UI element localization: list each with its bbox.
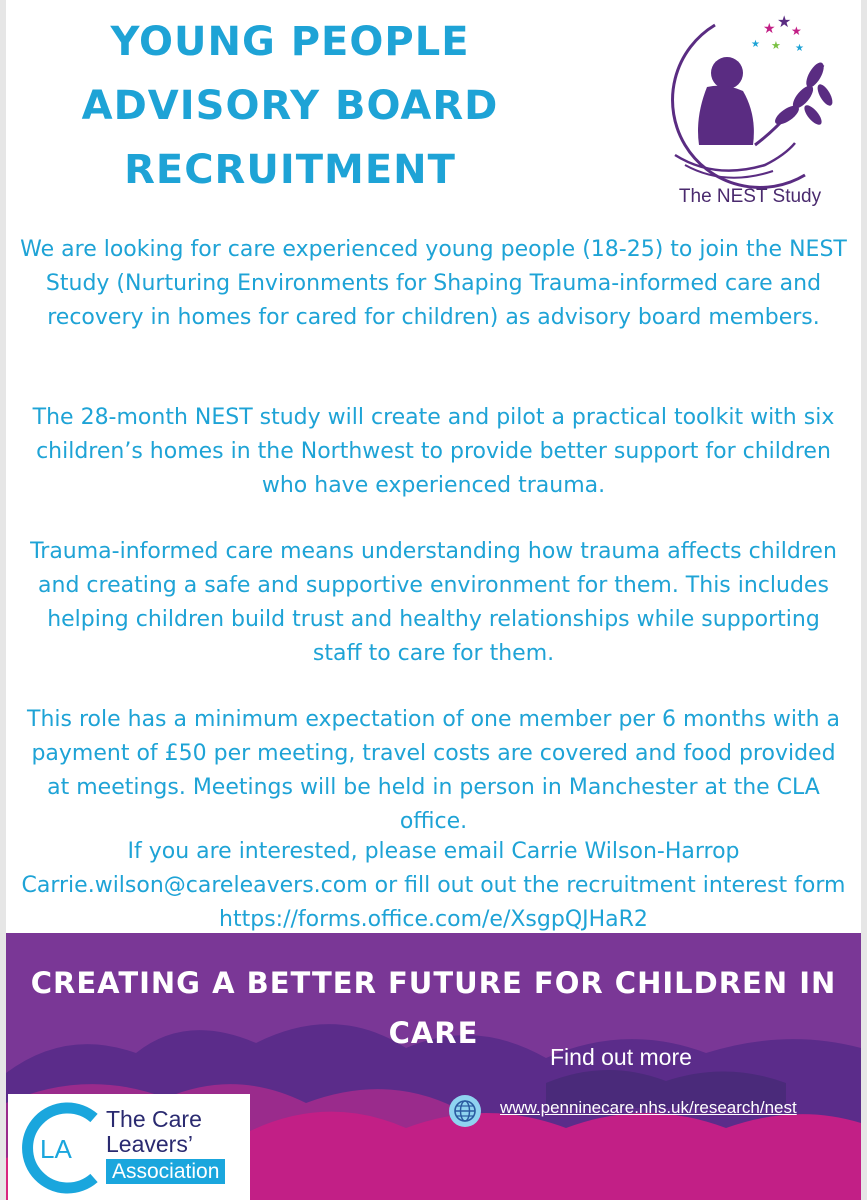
study-paragraph: The 28-month NEST study will create and pilot a practical toolkit with six children’s homes in the Northwest to provide better support for children who have experienced trauma. bbox=[32, 405, 835, 498]
banner-tagline: CREATING A BETTER FUTURE FOR CHILDREN IN CARE bbox=[30, 966, 837, 1050]
title-line-2: ADVISORY BOARD bbox=[81, 83, 499, 129]
contact-paragraph[interactable]: If you are interested, please email Carrie Wilson-Harrop Carrie.wilson@careleavers.com or fill out out the recruitment interest form https://forms.office.com/e/XsgpQJHaR2 bbox=[21, 839, 846, 932]
role-paragraph: This role has a minimum expectation of one member per 6 months with a payment of £50 per meeting, travel costs are covered and food provided at meetings. Meetings will be held in person in Manchester at the CLA office. bbox=[27, 707, 840, 834]
title-line-1: YOUNG PEOPLE bbox=[110, 19, 470, 65]
nest-study-label: The NEST Study bbox=[678, 186, 822, 207]
page-title bbox=[40, 10, 540, 202]
svg-text:★: ★ bbox=[751, 39, 760, 50]
find-out-more-label: Find out more bbox=[550, 1044, 692, 1070]
cla-mark-text: LA bbox=[40, 1134, 72, 1164]
svg-text:★: ★ bbox=[777, 12, 792, 31]
intro-paragraph: We are looking for care experienced young people (18-25) to join the NEST Study (Nurturing Environments for Shaping Trauma-informed care and recovery in homes for cared for children) as advisory board members. bbox=[20, 237, 847, 330]
svg-text:★: ★ bbox=[763, 21, 776, 37]
cla-name-line-1: The Care bbox=[106, 1106, 202, 1132]
globe-icon bbox=[448, 1094, 482, 1128]
title-line-3: RECRUITMENT bbox=[124, 147, 456, 193]
trauma-paragraph: Trauma-informed care means understanding how trauma affects children and creating a safe and supportive environment for them. This includes helping children build trust and healthy relationships while supporting staff to care for them. bbox=[30, 539, 837, 666]
svg-text:★: ★ bbox=[791, 24, 802, 38]
cla-name-line-3: Association bbox=[106, 1159, 225, 1184]
right-edge bbox=[861, 0, 867, 1200]
cla-name bbox=[106, 1107, 225, 1184]
svg-text:★: ★ bbox=[795, 43, 804, 54]
website-link[interactable]: www.penninecare.nhs.uk/research/nest bbox=[500, 1098, 797, 1117]
cla-name-line-2: Leavers’ bbox=[106, 1131, 193, 1157]
svg-text:★: ★ bbox=[771, 39, 781, 52]
cla-logo-icon bbox=[14, 1100, 110, 1196]
